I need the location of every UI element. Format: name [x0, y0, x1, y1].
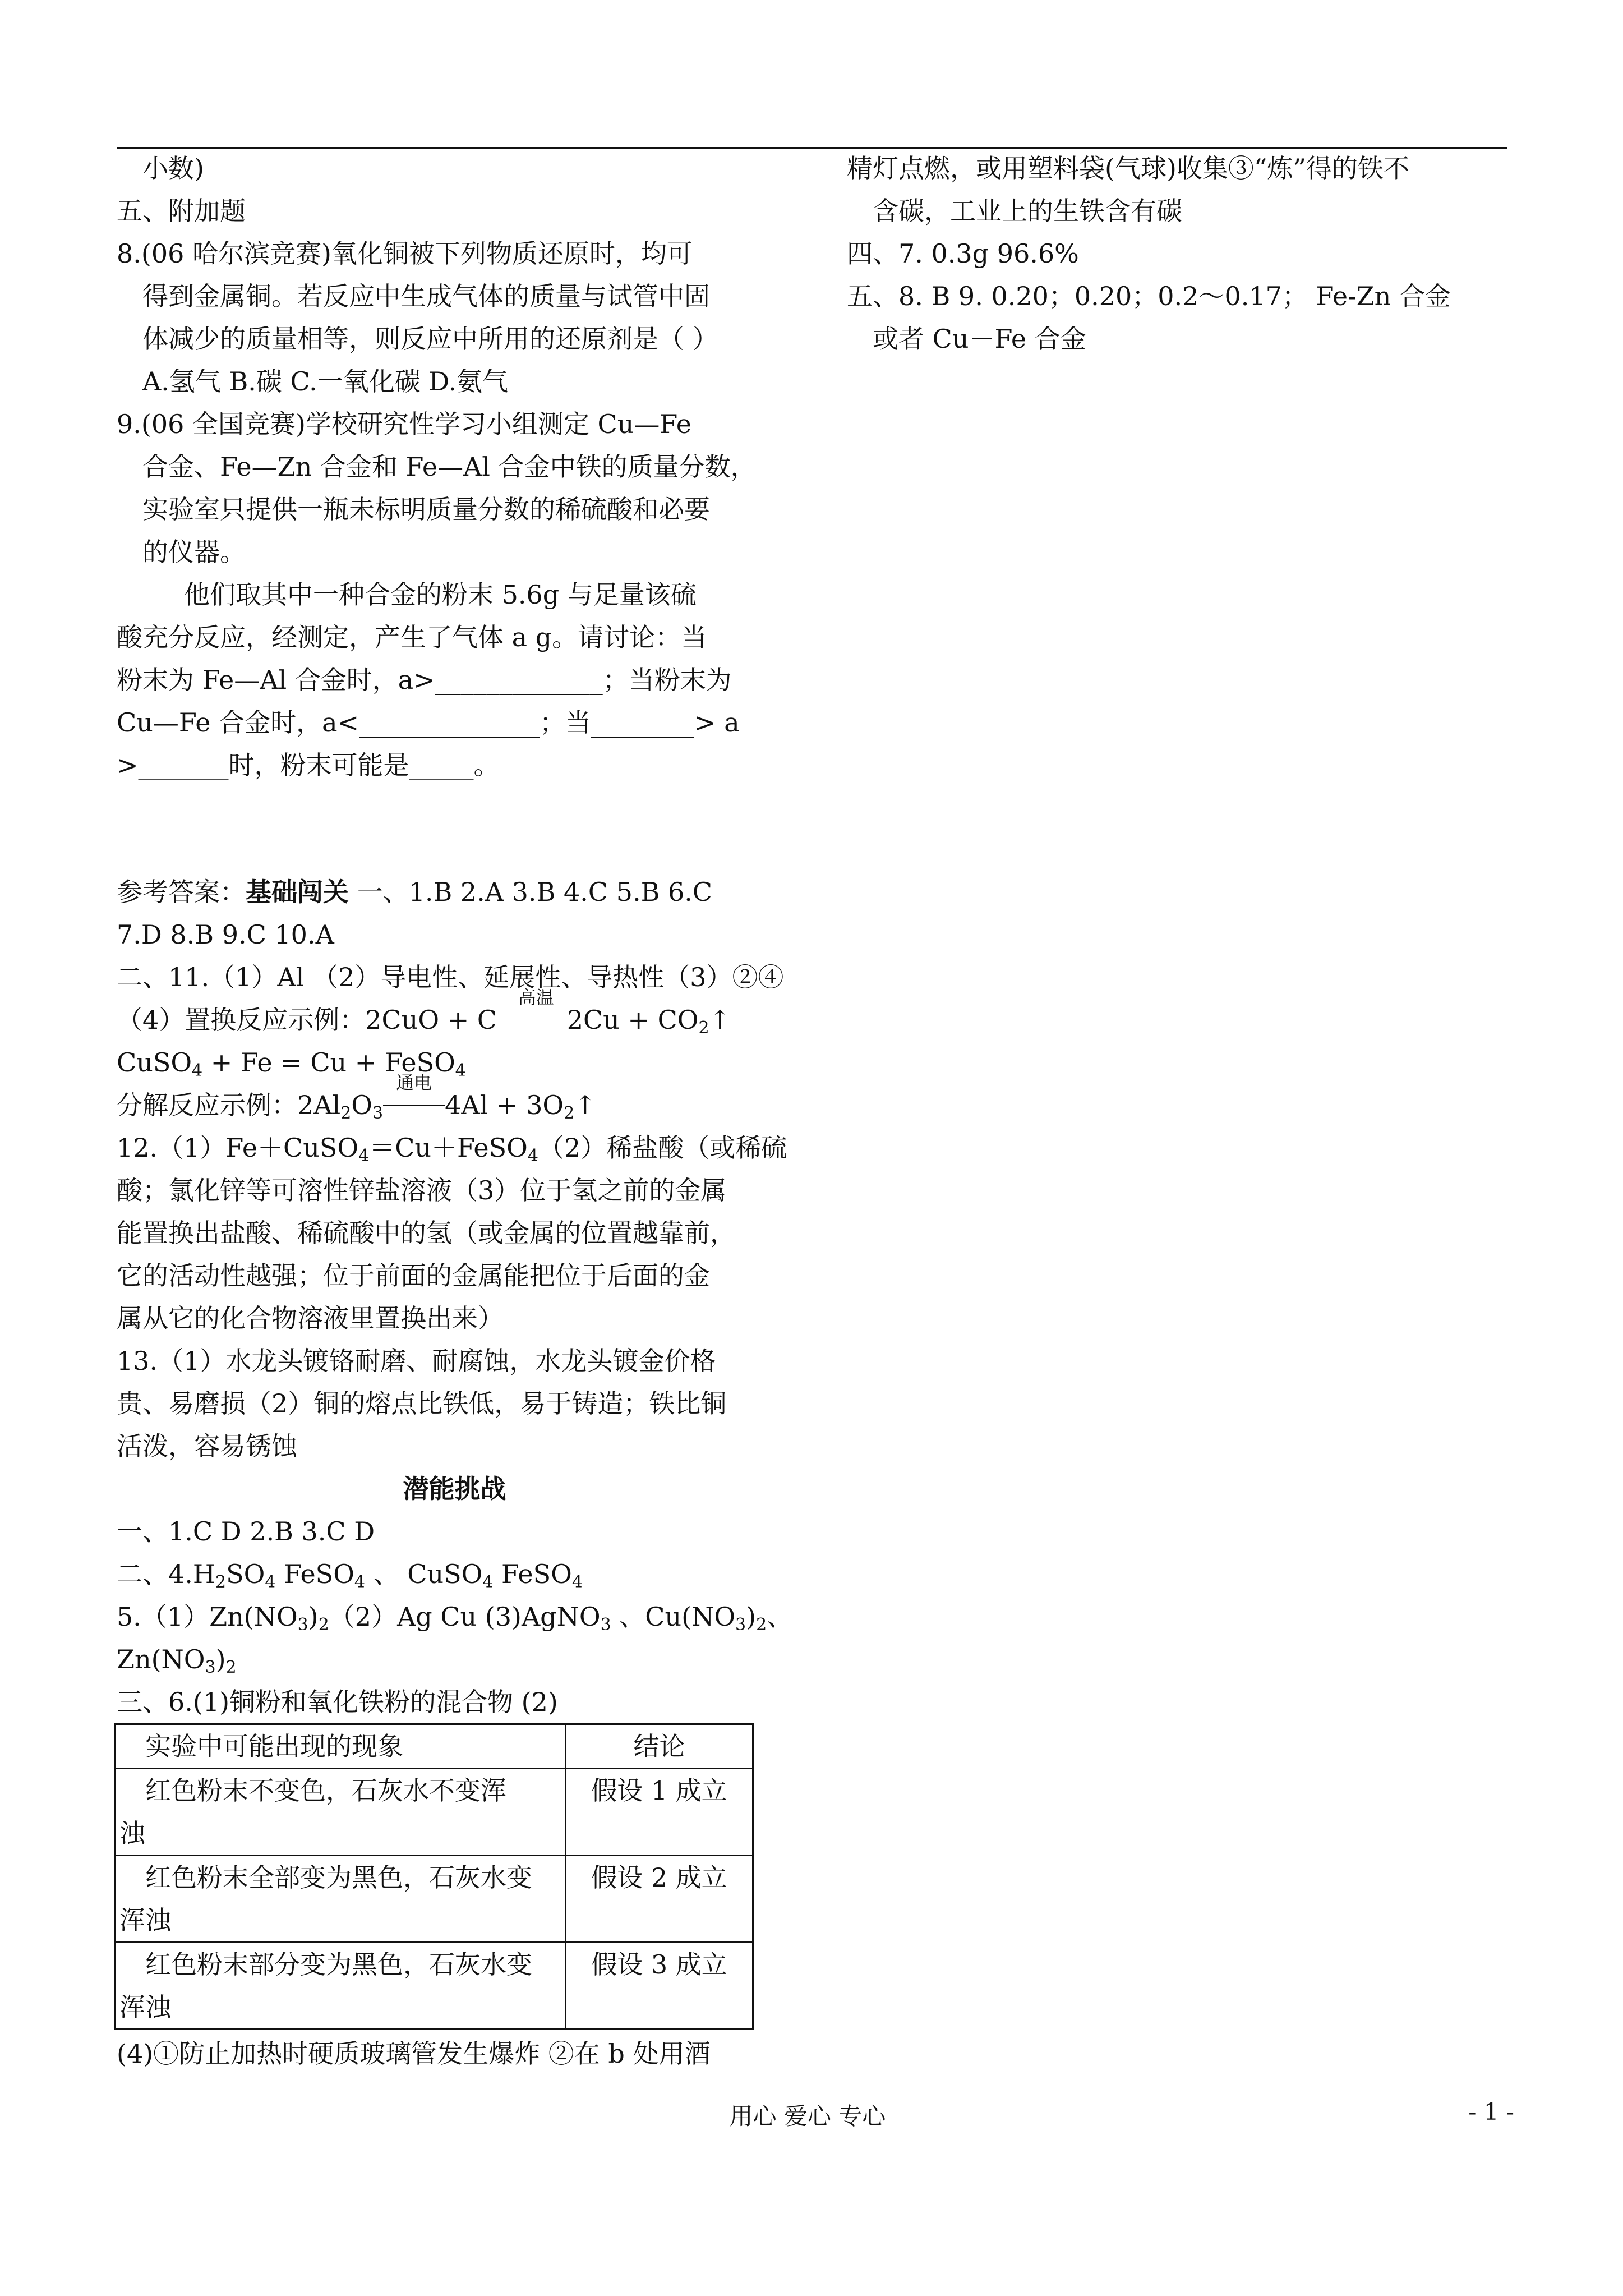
subscript: 2 [340, 1103, 352, 1123]
text-line: >_______时，粉末可能是_____。 [117, 750, 500, 780]
answers-label: 参考答案： [117, 877, 246, 907]
cell-text: 浊 [119, 1818, 145, 1848]
table-row [116, 1943, 753, 2030]
page-number: - 1 - [1468, 2098, 1514, 2125]
text-line: 三、6.(1)铜粉和氧化铁粉的混合物 (2) [117, 1687, 558, 1717]
table-row [116, 1769, 753, 1856]
equation-line [117, 1041, 792, 1084]
text-line: 四、7. 0.3g 96.6% [847, 238, 1079, 269]
reaction-arrow-icon [505, 1020, 567, 1022]
equation-text: ＝Cu＋FeSO [369, 1133, 528, 1163]
text-line: (4)①防止加热时硬质玻璃管发生爆炸 ②在 b 处用酒 [117, 2039, 711, 2069]
text-line: 13.（1）水龙头镀铬耐磨、耐腐蚀，水龙头镀金价格 [117, 1346, 716, 1376]
subscript: 3 [735, 1615, 746, 1635]
text-line: 小数) [142, 153, 204, 183]
equation-line [117, 1072, 792, 1126]
table-header-cell: 结论 [566, 1724, 753, 1769]
left-column [117, 147, 792, 2075]
text-line: 他们取其中一种合金的粉末 5.6g 与足量该硫 [184, 579, 697, 610]
text-line: 精灯点燃，或用塑料袋(气球)收集③“炼”得的铁不 [847, 153, 1409, 183]
text-line: 8.(06 哈尔滨竞赛)氧化铜被下列物质还原时，均可 [117, 238, 693, 269]
formula-line [117, 1595, 792, 1638]
table-cell [116, 1856, 566, 1943]
cell-text: 浑浊 [119, 1992, 171, 2022]
text-line: 合金、Fe—Zn 合金和 Fe—Al 合金中铁的质量分数， [142, 452, 757, 482]
subscript: 2 [698, 1018, 709, 1038]
subscript: 4 [571, 1572, 583, 1592]
subscript: 4 [265, 1572, 276, 1592]
equation-text: 2Cu + CO [566, 1005, 699, 1035]
text-line: 9.(06 全国竞赛)学校研究性学习小组测定 Cu—Fe [117, 409, 692, 439]
section-title: 潜能挑战 [403, 1474, 506, 1504]
subscript: 4 [354, 1572, 366, 1592]
text-line: 的仪器。 [142, 537, 246, 567]
table-cell: 假设 2 成立 [566, 1856, 753, 1943]
gas-arrow-icon: ↑ [709, 1005, 731, 1035]
text-line: 7.D 8.B 9.C 10.A [117, 919, 334, 950]
formula-line [117, 1553, 792, 1595]
table-cell: 假设 1 成立 [566, 1769, 753, 1856]
formula-text: FeSO [275, 1559, 354, 1589]
subscript: 3 [600, 1615, 611, 1635]
text-line: 二、11.（1）Al （2）导电性、延展性、导热性（3）②④ [117, 962, 784, 992]
subscript: 4 [482, 1572, 494, 1592]
formula-text: 、 CuSO [365, 1559, 483, 1589]
subscript: 2 [564, 1103, 575, 1123]
answers-heading [117, 871, 792, 913]
question-8 [117, 232, 792, 403]
text-line: 酸充分反应，经测定，产生了气体 a g。请讨论：当 [117, 622, 707, 652]
text-line: 实验室只提供一瓶未标明质量分数的稀硫酸和必要 [142, 494, 710, 524]
reaction-arrow-icon [383, 1105, 445, 1107]
condition-label: 高温 [518, 987, 554, 1008]
text-line: 能置换出盐酸、稀硫酸中的氢（或金属的位置越靠前， [117, 1218, 736, 1248]
formula-text: （2）Ag Cu (3)AgNO [329, 1602, 601, 1632]
formula-text: 、Cu(NO [611, 1602, 736, 1632]
table-cell [116, 1943, 566, 2030]
equation-text: 12.（1）Fe＋CuSO [117, 1133, 359, 1163]
cell-text: 红色粉末不变色，石灰水不变浑 [145, 1775, 506, 1806]
spacer [117, 786, 792, 871]
subscript: 2 [215, 1572, 227, 1592]
table-row [116, 1856, 753, 1943]
subscript: 2 [225, 1658, 237, 1677]
answer-12-line [117, 1126, 792, 1169]
subscript: 3 [205, 1658, 216, 1677]
equation-text: 分解反应示例：2Al [117, 1090, 341, 1120]
subscript: 3 [372, 1103, 384, 1123]
gas-arrow-icon: ↑ [574, 1090, 596, 1120]
text-line: 它的活动性越强；位于前面的金属能把位于后面的金 [117, 1260, 710, 1291]
equation-text: 4Al + 3O [445, 1090, 564, 1120]
text-line: 体减少的质量相等，则反应中所用的还原剂是（ ） [142, 324, 718, 354]
table-header-row [116, 1724, 753, 1769]
equation-text: + Fe = Cu + FeSO [202, 1047, 455, 1078]
answer-text: （2）稀盐酸（或稀硫 [538, 1133, 787, 1163]
table-cell: 假设 3 成立 [566, 1943, 753, 2030]
reaction-condition [505, 987, 567, 1029]
cell-text: 红色粉末全部变为黑色，石灰水变 [145, 1862, 532, 1893]
text-line: 粉末为 Fe—Al 合金时，a>_____________；当粉末为 [117, 665, 732, 695]
formula-text: ) [746, 1602, 757, 1632]
text-line: 属从它的化合物溶液里置换出来） [117, 1303, 504, 1333]
subscript: 2 [318, 1615, 329, 1635]
text-line: 或者 Cu－Fe 合金 [873, 324, 1086, 354]
cell-text: 浑浊 [119, 1905, 171, 1935]
subscript: 2 [756, 1615, 767, 1635]
reaction-condition [383, 1072, 445, 1114]
cell-text: 红色粉末部分变为黑色，石灰水变 [145, 1949, 532, 1980]
text-line: 含碳，工业上的生铁含有碳 [873, 196, 1182, 226]
equation-text: O [351, 1090, 373, 1120]
subscript: 4 [358, 1146, 370, 1166]
condition-label: 通电 [396, 1072, 432, 1093]
text-line: 活泼，容易锈蚀 [117, 1431, 297, 1461]
results-table [114, 1723, 754, 2030]
answers-section-title: 基础闯关 [246, 877, 349, 907]
equation-line [117, 987, 792, 1041]
right-column [847, 147, 1509, 360]
question-9 [117, 403, 792, 786]
equation-text: （4）置换反应示例：2CuO + C [117, 1005, 505, 1035]
formula-text: FeSO [493, 1559, 572, 1589]
text-line: 五、8. B 9. 0.20；0.20；0.2～0.17； Fe-Zn 合金 [847, 281, 1451, 311]
formula-line [117, 1638, 792, 1681]
formula-text: SO [226, 1559, 265, 1589]
text-line: Cu—Fe 合金时，a<______________；当________> a [117, 707, 740, 738]
subscript: 3 [297, 1615, 308, 1635]
table-cell [116, 1769, 566, 1856]
text-line: 贵、易磨损（2）铜的熔点比铁低，易于铸造；铁比铜 [117, 1388, 727, 1419]
subscript: 4 [192, 1061, 203, 1080]
formula-text: 二、4.H [117, 1559, 216, 1589]
header-text: 实验中可能出现的现象 [145, 1731, 403, 1761]
formula-text: 、 [767, 1602, 793, 1632]
formula-text: 5.（1）Zn(NO [117, 1602, 298, 1632]
table-header-cell [116, 1724, 566, 1769]
subscript: 4 [455, 1061, 466, 1080]
text-line: 一、1.C D 2.B 3.C D [117, 1516, 375, 1547]
text-line: 酸；氯化锌等可溶性锌盐溶液（3）位于氢之前的金属 [117, 1175, 727, 1205]
equation-text: CuSO [117, 1047, 192, 1078]
text-line: 得到金属铜。若反应中生成气体的质量与试管中固 [142, 281, 710, 311]
formula-text: ) [215, 1644, 226, 1674]
section-heading: 五、附加题 [117, 196, 246, 226]
answer-options: A.氢气 B.碳 C.一氧化碳 D.氨气 [142, 366, 509, 397]
answers-text: 一、1.B 2.A 3.B 4.C 5.B 6.C [349, 877, 713, 907]
formula-text: ) [308, 1602, 319, 1632]
formula-text: Zn(NO [117, 1644, 205, 1674]
subscript: 4 [527, 1146, 538, 1166]
footer-slogan: 用心 爱心 专心 [729, 2102, 886, 2130]
